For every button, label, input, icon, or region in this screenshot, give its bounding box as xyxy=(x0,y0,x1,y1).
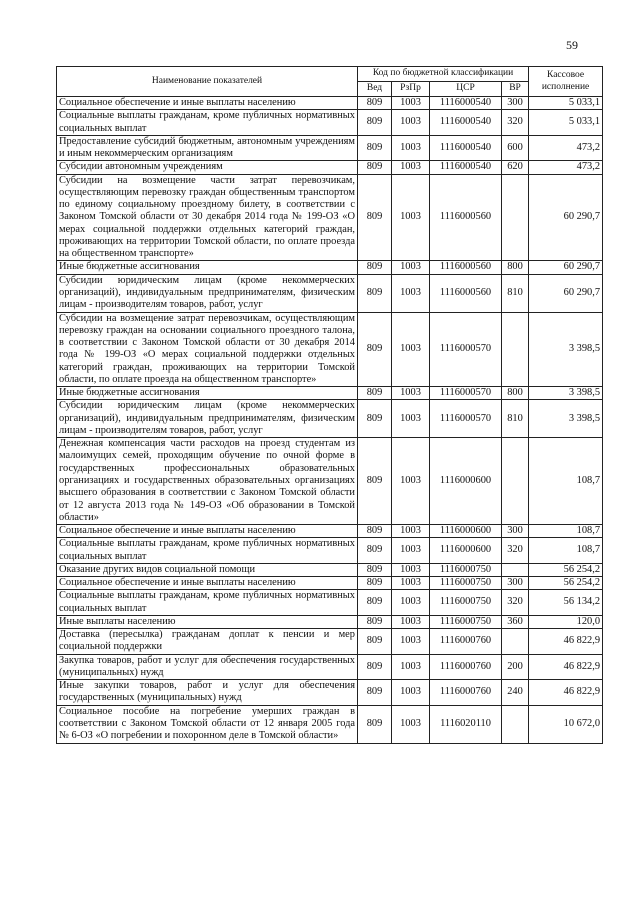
budget-table xyxy=(56,66,603,744)
row-amount: 46 822,9 xyxy=(529,680,603,706)
row-csr: 1116000540 xyxy=(430,97,502,110)
row-vr xyxy=(502,174,529,261)
table-header xyxy=(57,67,603,97)
row-amount: 10 672,0 xyxy=(529,705,603,743)
row-amount: 108,7 xyxy=(529,525,603,538)
row-vr: 240 xyxy=(502,680,529,706)
row-rzpr: 1003 xyxy=(392,705,430,743)
row-ved: 809 xyxy=(358,110,392,136)
row-amount: 473,2 xyxy=(529,161,603,174)
row-csr: 1116000760 xyxy=(430,654,502,680)
row-ved: 809 xyxy=(358,97,392,110)
table-row xyxy=(57,274,603,312)
row-name: Закупка товаров, работ и услуг для обеспечения государственных (муниципальных) нужд xyxy=(57,654,358,680)
row-ved: 809 xyxy=(358,654,392,680)
row-vr: 600 xyxy=(502,135,529,161)
table-row xyxy=(57,577,603,590)
row-rzpr: 1003 xyxy=(392,629,430,655)
row-vr xyxy=(502,438,529,525)
table-row xyxy=(57,525,603,538)
row-ved: 809 xyxy=(358,577,392,590)
row-ved: 809 xyxy=(358,563,392,576)
row-ved: 809 xyxy=(358,538,392,564)
row-vr: 300 xyxy=(502,577,529,590)
table-row xyxy=(57,400,603,438)
row-name: Социальное пособие на погребение умерших граждан в соответствии с Законом Томской области от 12 января 2005 года № 6-ОЗ «О погребении и похоронном деле в Томской области» xyxy=(57,705,358,743)
row-rzpr: 1003 xyxy=(392,400,430,438)
header-rzpr: РзПр xyxy=(392,82,430,97)
row-csr: 1116000750 xyxy=(430,577,502,590)
row-csr: 1116000600 xyxy=(430,438,502,525)
table-row xyxy=(57,563,603,576)
row-amount: 108,7 xyxy=(529,438,603,525)
header-name: Наименование показателей xyxy=(57,67,358,97)
row-name: Иные бюджетные ассигнования xyxy=(57,387,358,400)
row-name: Социальное обеспечение и иные выплаты населению xyxy=(57,525,358,538)
row-vr: 810 xyxy=(502,274,529,312)
row-vr: 320 xyxy=(502,538,529,564)
row-csr: 1116000560 xyxy=(430,274,502,312)
row-vr xyxy=(502,629,529,655)
row-amount: 60 290,7 xyxy=(529,174,603,261)
row-rzpr: 1003 xyxy=(392,387,430,400)
row-csr: 1116000570 xyxy=(430,312,502,387)
row-csr: 1116000540 xyxy=(430,110,502,136)
table-body xyxy=(57,97,603,744)
table-row xyxy=(57,135,603,161)
row-rzpr: 1003 xyxy=(392,680,430,706)
row-vr xyxy=(502,312,529,387)
row-csr: 1116000570 xyxy=(430,400,502,438)
header-vr: ВР xyxy=(502,82,529,97)
row-rzpr: 1003 xyxy=(392,577,430,590)
row-rzpr: 1003 xyxy=(392,97,430,110)
row-csr: 1116000760 xyxy=(430,629,502,655)
row-rzpr: 1003 xyxy=(392,590,430,616)
row-rzpr: 1003 xyxy=(392,161,430,174)
row-vr xyxy=(502,705,529,743)
row-name: Социальные выплаты гражданам, кроме публичных нормативных социальных выплат xyxy=(57,538,358,564)
row-amount: 56 254,2 xyxy=(529,577,603,590)
row-amount: 60 290,7 xyxy=(529,261,603,274)
row-vr: 800 xyxy=(502,261,529,274)
row-rzpr: 1003 xyxy=(392,174,430,261)
row-amount: 46 822,9 xyxy=(529,629,603,655)
row-ved: 809 xyxy=(358,438,392,525)
row-csr: 1116020110 xyxy=(430,705,502,743)
row-name: Доставка (пересылка) гражданам доплат к пенсии и мер социальной поддержки xyxy=(57,629,358,655)
table-row xyxy=(57,261,603,274)
row-csr: 1116000540 xyxy=(430,135,502,161)
row-name: Оказание других видов социальной помощи xyxy=(57,563,358,576)
row-amount: 56 134,2 xyxy=(529,590,603,616)
row-csr: 1116000570 xyxy=(430,387,502,400)
row-vr: 810 xyxy=(502,400,529,438)
row-rzpr: 1003 xyxy=(392,525,430,538)
row-amount: 120,0 xyxy=(529,615,603,628)
table-row xyxy=(57,680,603,706)
header-csr: ЦСР xyxy=(430,82,502,97)
page-number: 59 xyxy=(566,38,578,52)
row-csr: 1116000760 xyxy=(430,680,502,706)
row-amount: 473,2 xyxy=(529,135,603,161)
row-rzpr: 1003 xyxy=(392,563,430,576)
table-row xyxy=(57,161,603,174)
row-csr: 1116000750 xyxy=(430,615,502,628)
row-amount: 46 822,9 xyxy=(529,654,603,680)
row-ved: 809 xyxy=(358,615,392,628)
row-name: Субсидии юридическим лицам (кроме некоммерческих организаций), индивидуальным предпринимателям, физическим лицам - производителям товаров, работ, услуг xyxy=(57,400,358,438)
row-ved: 809 xyxy=(358,387,392,400)
row-csr: 1116000750 xyxy=(430,563,502,576)
row-ved: 809 xyxy=(358,400,392,438)
row-name: Денежная компенсация части расходов на проезд студентам из малоимущих семей, проходящим обучение по очной форме в государственных профессиональных образовательных организациях и государственных образовательных организациях высшего образования в соответствии с Законом Томской области от 12 августа 2013 года № 149-ОЗ «Об образовании в Томской области» xyxy=(57,438,358,525)
row-csr: 1116000750 xyxy=(430,590,502,616)
row-name: Предоставление субсидий бюджетным, автономным учреждениям и иным некоммерческим организациям xyxy=(57,135,358,161)
row-amount: 56 254,2 xyxy=(529,563,603,576)
row-csr: 1116000600 xyxy=(430,525,502,538)
row-vr: 320 xyxy=(502,110,529,136)
row-amount: 108,7 xyxy=(529,538,603,564)
row-csr: 1116000560 xyxy=(430,261,502,274)
row-ved: 809 xyxy=(358,629,392,655)
row-name: Иные выплаты населению xyxy=(57,615,358,628)
table-row xyxy=(57,629,603,655)
row-name: Субсидии на возмещение части затрат перевозчикам, осуществляющим перевозку граждан общественным транспортом по единому социальному проездному билету, в соответствии с Законом Томской области от 30 декабря 2014 года № 199-ОЗ «О мерах социальной поддержки отдельных категорий граждан, проживающих на территории Томской области, по оплате проезда на общественном транспорте» xyxy=(57,174,358,261)
row-rzpr: 1003 xyxy=(392,654,430,680)
row-name: Субсидии автономным учреждениям xyxy=(57,161,358,174)
row-amount: 5 033,1 xyxy=(529,110,603,136)
row-name: Иные бюджетные ассигнования xyxy=(57,261,358,274)
row-ved: 809 xyxy=(358,312,392,387)
row-name: Субсидии юридическим лицам (кроме некоммерческих организаций), индивидуальным предпринимателям, физическим лицам - производителям товаров, работ, услуг xyxy=(57,274,358,312)
table-row xyxy=(57,110,603,136)
table-row xyxy=(57,615,603,628)
row-rzpr: 1003 xyxy=(392,135,430,161)
row-name: Социальные выплаты гражданам, кроме публичных нормативных социальных выплат xyxy=(57,590,358,616)
row-amount: 3 398,5 xyxy=(529,400,603,438)
table-row xyxy=(57,97,603,110)
row-rzpr: 1003 xyxy=(392,110,430,136)
row-rzpr: 1003 xyxy=(392,538,430,564)
row-vr: 300 xyxy=(502,525,529,538)
row-vr: 360 xyxy=(502,615,529,628)
row-ved: 809 xyxy=(358,174,392,261)
row-ved: 809 xyxy=(358,680,392,706)
row-name: Социальное обеспечение и иные выплаты населению xyxy=(57,577,358,590)
table-row xyxy=(57,174,603,261)
row-csr: 1116000600 xyxy=(430,538,502,564)
table-row xyxy=(57,705,603,743)
row-amount: 3 398,5 xyxy=(529,387,603,400)
table-row xyxy=(57,312,603,387)
row-ved: 809 xyxy=(358,590,392,616)
row-ved: 809 xyxy=(358,705,392,743)
row-amount: 3 398,5 xyxy=(529,312,603,387)
row-ved: 809 xyxy=(358,261,392,274)
row-name: Субсидии на возмещение затрат перевозчикам, осуществляющим перевозку граждан на основании социального проездного талона, в соответствии с Законом Томской области от 30 декабря 2014 года № 199-ОЗ «О мерах социальной поддержки отдельных категорий граждан, проживающих на территории Томской области, по оплате проезда на общественном транспорте» xyxy=(57,312,358,387)
row-rzpr: 1003 xyxy=(392,615,430,628)
row-rzpr: 1003 xyxy=(392,261,430,274)
row-ved: 809 xyxy=(358,161,392,174)
header-code-group: Код по бюджетной классификации xyxy=(358,67,529,82)
row-rzpr: 1003 xyxy=(392,312,430,387)
table-row xyxy=(57,387,603,400)
row-csr: 1116000540 xyxy=(430,161,502,174)
row-vr xyxy=(502,563,529,576)
row-rzpr: 1003 xyxy=(392,274,430,312)
table-row xyxy=(57,438,603,525)
row-vr: 300 xyxy=(502,97,529,110)
table-row xyxy=(57,654,603,680)
table-row xyxy=(57,538,603,564)
row-rzpr: 1003 xyxy=(392,438,430,525)
table-row xyxy=(57,590,603,616)
row-amount: 60 290,7 xyxy=(529,274,603,312)
row-vr: 620 xyxy=(502,161,529,174)
row-ved: 809 xyxy=(358,274,392,312)
row-vr: 200 xyxy=(502,654,529,680)
row-ved: 809 xyxy=(358,135,392,161)
row-csr: 1116000560 xyxy=(430,174,502,261)
row-amount: 5 033,1 xyxy=(529,97,603,110)
header-ved: Вед xyxy=(358,82,392,97)
row-name: Социальное обеспечение и иные выплаты населению xyxy=(57,97,358,110)
row-ved: 809 xyxy=(358,525,392,538)
header-amount: Кассовое исполнение xyxy=(529,67,603,97)
row-name: Иные закупки товаров, работ и услуг для обеспечения государственных (муниципальных) нужд xyxy=(57,680,358,706)
row-name: Социальные выплаты гражданам, кроме публичных нормативных социальных выплат xyxy=(57,110,358,136)
row-vr: 800 xyxy=(502,387,529,400)
row-vr: 320 xyxy=(502,590,529,616)
